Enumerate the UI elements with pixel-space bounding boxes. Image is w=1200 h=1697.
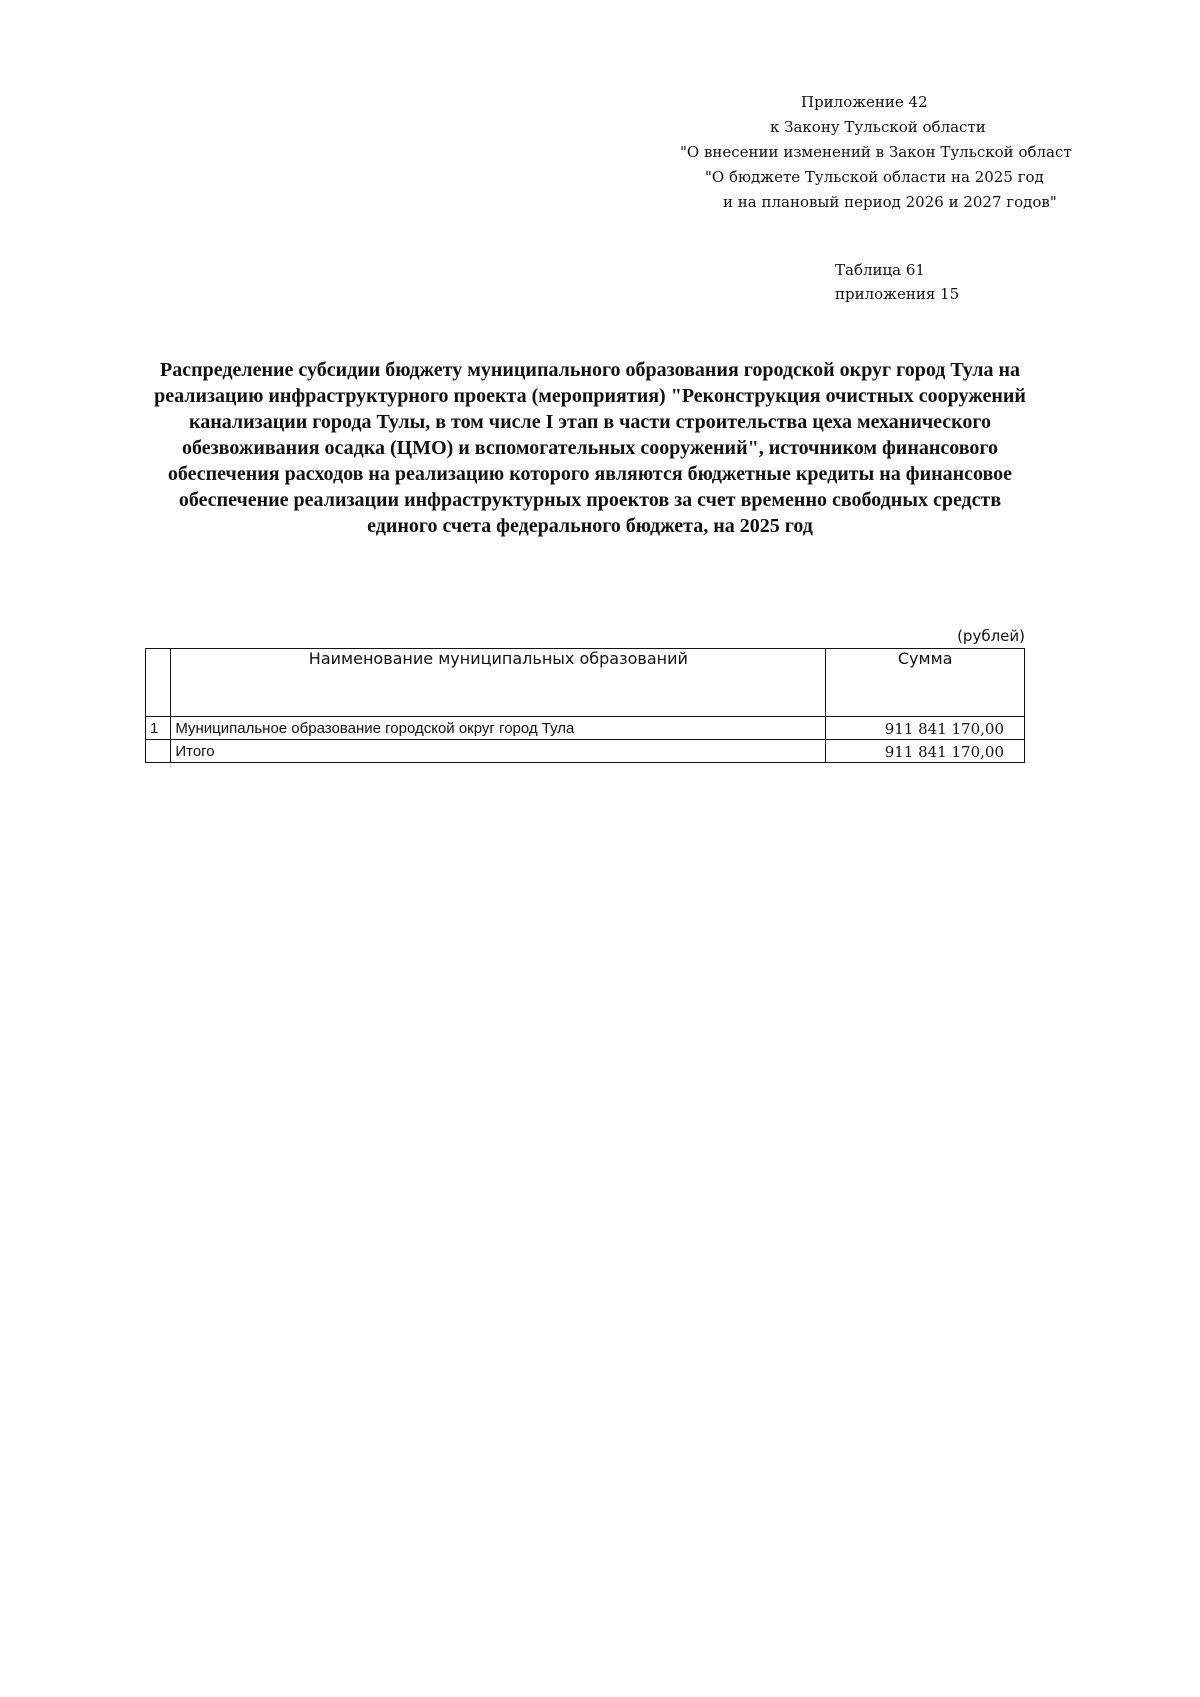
column-header-sum: Сумма (826, 649, 1025, 717)
column-header-name: Наименование муниципальных образований (171, 649, 826, 717)
document-title: Распределение субсидии бюджету муниципального образования городской округ город Тула на реализацию инфраструктурного проекта (мероприятия) "Реконструкция очистных сооружений канализации города Тулы, в том числе I этап в части строительства цеха механического обезвоживания осадка (ЦМО) и вспомогательных сооружений", источником финансового обеспечения расходов на реализацию которого являются бюджетные кредиты на финансовое обеспечение реализации инфраструктурных проектов за счет временно свободных средств единого счета федерального бюджета, на 2025 год (154, 359, 1026, 537)
row-number: 1 (146, 717, 171, 740)
law-title-line-3: и на плановый период 2026 и 2027 годов" (723, 193, 1057, 211)
table-header-row (146, 649, 1025, 717)
table-row (146, 717, 1025, 740)
total-label: Итого (171, 740, 826, 763)
law-title-line-1: "О внесении изменений в Закон Тульской област (680, 143, 1072, 161)
total-amount: 911 841 170,00 (826, 740, 1025, 763)
row-number (146, 740, 171, 763)
appendix-reference: приложения 15 (835, 285, 960, 303)
municipality-name: Муниципальное образование городской округ город Тула (171, 717, 826, 740)
law-title-line-2: "О бюджете Тульской области на 2025 год (705, 168, 1044, 186)
subsidy-table (145, 648, 1025, 763)
table-number: Таблица 61 (835, 261, 925, 279)
table-reference (835, 258, 959, 306)
units-label: (рублей) (957, 627, 1025, 645)
appendix-header (600, 90, 1072, 215)
total-row (146, 740, 1025, 763)
appendix-number: Приложение 42 (801, 93, 928, 111)
law-reference: к Закону Тульской области (770, 118, 986, 136)
column-header-number (146, 649, 171, 717)
subsidy-amount: 911 841 170,00 (826, 717, 1025, 740)
